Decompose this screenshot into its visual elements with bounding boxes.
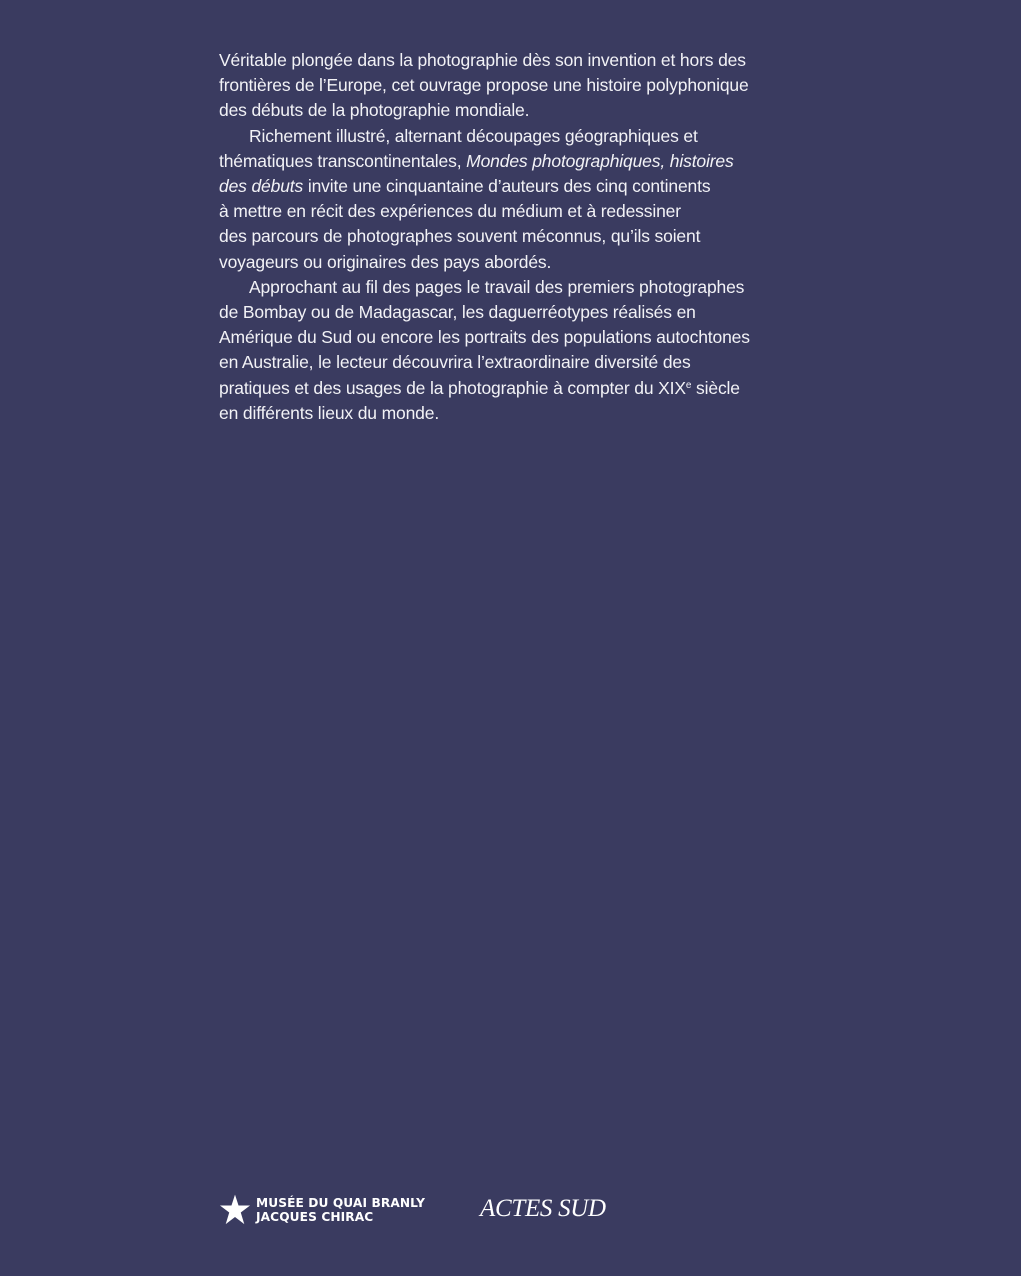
museum-name-line-2: JACQUES CHIRAC xyxy=(256,1210,374,1224)
blurb-p2-line-3 xyxy=(219,174,791,199)
blurb-p1-line-3: des débuts de la photographie mondiale. xyxy=(219,100,530,121)
book-title-part-1: Mondes photographiques, histoires xyxy=(466,150,734,171)
blurb-p3-line-5-end: siècle xyxy=(691,377,740,398)
blurb-p3-line-6: en différents lieux du monde. xyxy=(219,402,440,423)
blurb-p3-line-5 xyxy=(219,376,791,401)
blurb-p1-line-1: Véritable plongée dans la photographie dès son invention et hors des xyxy=(219,50,746,70)
actes-sud-logo: ACTES SUD xyxy=(480,1195,606,1222)
publisher-logos xyxy=(219,1193,639,1233)
blurb-p2-line-4: à mettre en récit des expériences du médium et à redessiner xyxy=(219,201,681,222)
star-icon xyxy=(219,1194,251,1226)
blurb-p2-line-5: des parcours de photographes souvent méconnus, qu’ils soient xyxy=(219,226,701,247)
blurb-p3-line-2: de Bombay ou de Madagascar, les daguerréotypes réalisés en xyxy=(219,302,696,323)
museum-name-line-1: MUSÉE DU QUAI BRANLY xyxy=(256,1196,426,1210)
blurb-p2-line-3-text: invite une cinquantaine d’auteurs des cinq continents xyxy=(303,176,711,197)
musee-quai-branly-logo xyxy=(219,1193,425,1227)
museum-name xyxy=(256,1196,425,1224)
blurb-p2-line-2-text: thématiques transcontinentales, xyxy=(219,150,467,171)
blurb-p3-line-5-text: pratiques et des usages de la photographie à compter du XIX xyxy=(219,377,686,398)
blurb-p3-line-4: en Australie, le lecteur découvrira l’extraordinaire diversité des xyxy=(219,352,691,373)
blurb-p1-line-2: frontières de l’Europe, cet ouvrage propose une histoire polyphonique xyxy=(219,75,749,96)
blurb-p3-line-3: Amérique du Sud ou encore les portraits des populations autochtones xyxy=(219,327,750,348)
back-cover-blurb xyxy=(219,48,791,426)
book-title-part-2: des débuts xyxy=(219,176,304,197)
century-superscript: e xyxy=(685,379,692,391)
blurb-p2-line-1: Richement illustré, alternant découpages géographiques et xyxy=(249,125,698,146)
blurb-p2-line-6: voyageurs ou originaires des pays abordés. xyxy=(219,251,552,272)
blurb-p2-line-2 xyxy=(219,149,791,174)
blurb-p3-line-1: Approchant au fil des pages le travail des premiers photographes xyxy=(249,276,745,297)
